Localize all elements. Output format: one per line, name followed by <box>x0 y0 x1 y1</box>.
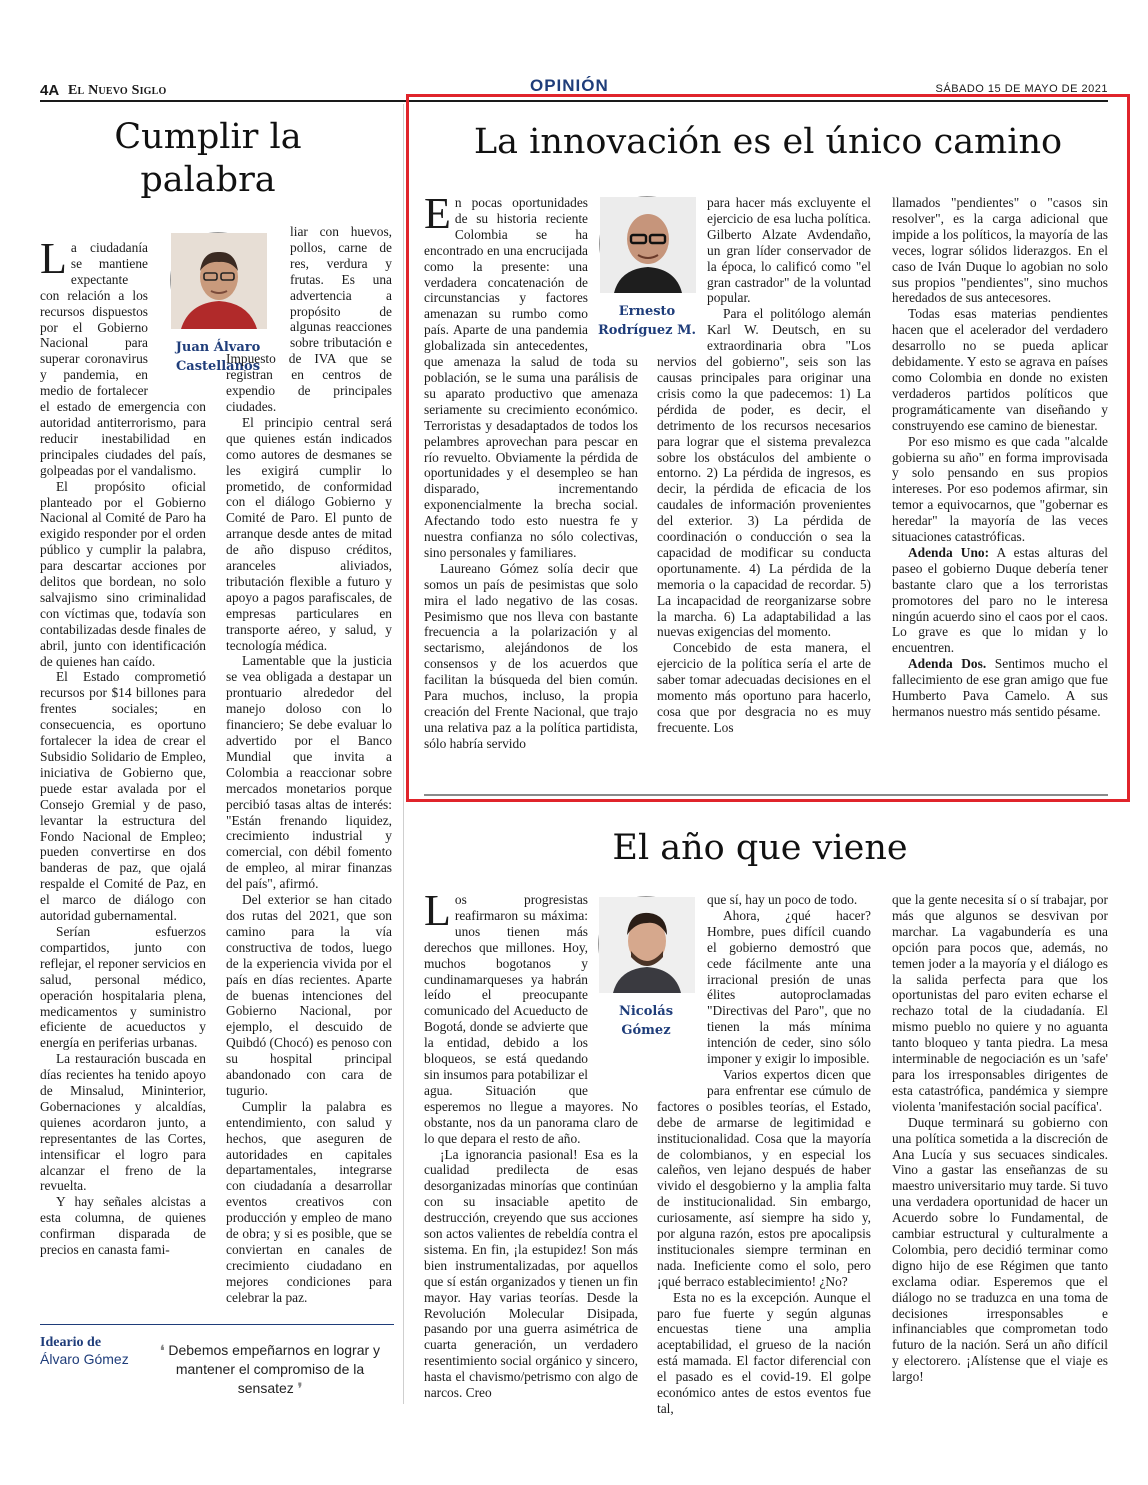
article-paragraph: Cumplir la palabra es entendimiento, con salud y hechos, que aseguren de autoridades en capitales departamentales, integrarse con ciudadanía a desarrollar eventos creativos con producción y empleo de mano de obra; y si es posible, que se conviertan en canales de crecimiento ciudadano en mejores condiciones para celebrar la paz. <box>226 1098 392 1305</box>
article-paragraph: El Estado comprometió recursos por $14 billones para frentes sociales; en consecuencia, es oportuno fortalecer la idea de crear el Subsidio Solidario de Empleo, iniciativa de Gobierno que, puede estar avalada por el Consejo Gremial y de paso, levantar la estructura del Fondo Nacional de Empleo; pueden convertirse en dos banderas de paz, que ojalá respalde el Comité de Paz, en el marco de diálogo con autoridad gubernamental. <box>40 669 206 924</box>
article-paragraph: Del exterior se han citado dos rutas del 2021, que son camino para la vía constructiva de todos, luego de la experiencia vivida por el país en días recientes. Aparte de buenas intenciones del Gobierno Nacional, por ejemplo, el descuido de Quibdó (Chocó) es penoso con su hospital principal abandonado con cara de tugurio. <box>226 892 392 1098</box>
article-paragraph: En pocas oportunidades de su historia reciente Colombia se ha encontrado en una encrucijada como la presente: una verdadera concatenación de circunstancias y factores amenazan su rumbo como país. Aparte de una pandemia globalizada sin antecedentes, que amenaza la salud de toda su población, se le suma una parálisis de su aparato productivo que amenaza seriamente su crecimiento económico. Terroristas y desadaptados de todos los pelambres aprovechan para pescar en río revuelto. Obviamente la pérdida de oportunidades y el desempleo se han disparado, incrementando exponencialmente la brecha social. Afectando todo esto nuestra fe y nuestra confianza no sólo colectivas, sino personales y familiares. <box>424 189 638 560</box>
open-quote-icon: ❛ <box>159 1342 165 1358</box>
author-last-name: Gómez <box>621 1023 671 1038</box>
article3-column-2 <box>657 892 871 1416</box>
article3-column-3 <box>892 892 1108 1407</box>
drop-cap: L <box>424 886 451 935</box>
issue-date: SÁBADO 15 DE MAYO DE 2021 <box>935 83 1108 95</box>
article-paragraph: La ciudadanía se mantiene expectante con relación a los recursos dispuestos por el Gobierno Nacional para superar coronavirus y pandemia, en medio de fortalecer el estado de emergencia con autoridad antiterrorismo, para reducir inestabilidad en principales ciudades del país, golpeadas por el vandalismo. <box>40 234 206 478</box>
article-paragraph: Para el politólogo alemán Karl W. Deutsch, en su extraordinaria obra "Los nervios del gobierno", seis son las causas principales para originar una crisis como la que padecemos: 1) La pérdida de poder, es decir, el detrimento de los recursos necesarios para lograr que el sistema prevalezca sobre los obstáculos del ambiente o entorno. 2) La pérdida de ingresos, es decir, la pérdida de eficacia de los caudales de información provenientes del exterior. 3) La pérdida de coordinación o conducción o sea la capacidad de modificar su conducta oportunamente. 4) La pérdida de la memoria o la capacidad de recordar. 5) La incapacidad de reorganizarse sobre la marcha. 6) La adaptabilidad a las nuevas exigencias del momento. <box>657 306 871 640</box>
newspaper-name: El Nuevo Siglo <box>68 83 167 98</box>
page-number: 4A <box>40 82 60 99</box>
article-paragraph: liar con huevos, pollos, carne de res, verdura y frutas. Es una advertencia a propósito de algunas reacciones sobre tributación e Impuesto de IVA que se registran en centros de expendio de principales ciudades. <box>226 224 392 414</box>
article-paragraph: Por eso mismo es que cada "alcalde gobierna su año" en forma improvisada y solo pensando en sus propios intereses. Por eso podemos afirmar, sin temor a equivocarnos, que "gobernar es heredar" la mayoría de las veces situaciones catastróficas. <box>892 433 1108 545</box>
article-paragraph: El propósito oficial planteado por el Gobierno Nacional al Comité de Paro ha exigido responder por el orden público y cumplir la palabra, para descartar acciones por delitos que bordean, no solo salvajismo sino criminalidad con víctimas que, todavía son contabilizadas desde finales de abril, junto con identificación de quienes han caído. <box>40 478 206 669</box>
close-quote-icon: ❜ <box>297 1380 303 1396</box>
article-paragraph: La restauración buscada en días recientes ha tenido apoyo de Minsalud, Mininterior, Gobernaciones y alcaldías, quienes acordaron junto, a representantes de las Cortes, intensificar el logro para alcanzar el freno de la revuelta. <box>40 1051 206 1194</box>
article-paragraph: ¡La ignorancia pasional! Esa es la cualidad predilecta de esas desorganizadas minorías que continúan con su insaciable apetito de destrucción, creyendo que sus acciones son actos valientes de rebeldía contra el sistema. En fin, ¡la estupidez! Son más bien instrumentalizadas, por aquellos que sí están organizados y tienen un fin mayor. Hay varias teorías. Desde la Revolución Molecular Disipada, pasando por una guerra asimétrica de cuarta generación, un verdadero resentimiento social orgánico y sincero, hasta el chavismo/petrismo con algo de narcos. Creo <box>424 1146 638 1401</box>
ideario-author: Álvaro Gómez <box>40 1351 129 1367</box>
article-paragraph: que sí, hay un poco de todo. <box>707 892 858 907</box>
article-paragraph: Esta no es la excepción. Aunque el paro fue fuerte y según algunas encuestas tiene una amplia aceptabilidad, el grueso de la nación está mamada. El factor diferencial con el pasado es el covid-19. El golpe económico antes de estos eventos fue tal, <box>657 1289 871 1416</box>
author-last-name: Rodríguez M. <box>598 323 696 338</box>
article1-column-2 <box>226 224 392 1310</box>
section-divider <box>424 794 1108 796</box>
addendum-one: Adenda Uno: A estas alturas del paseo el gobierno Duque debería tener bastante claro que a los terroristas promotores del paro no le interesa ningún acuerdo sino el caos por el caos. Lo grave es que lo midan y lo encuentren. <box>892 544 1108 656</box>
article1-title: Cumplir la palabra <box>114 117 302 200</box>
addendum-two: Adenda Dos. Sentimos mucho el fallecimiento de ese gran amigo que fue Humberto Pava Camelo. A sus hermanos nuestro más sentido pésame. <box>892 656 1108 719</box>
article-paragraph: Laureano Gómez solía decir que somos un país de pesimistas que solo mira el lado negativo de las cosas. Pesimismo que nos lleva con bastante frecuencia a la polarización y al sectarismo, alejándonos de los consensos y de los acuerdos que facilitan la búsqueda del bien común. Para muchos, incluso, la propia creación del Frente Nacional, que trajo una relativa paz a la política partidista, sólo habría servido <box>424 560 638 751</box>
drop-cap: E <box>424 189 451 238</box>
article-paragraph: que la gente necesita sí o sí trabajar, por más que algunos se desvivan por marchar. La vagabundería es una opción para pocos que, además, no temen joder a la mayoría y el diálogo es la salida perfecta para que los oportunistas del paro eviten echarse el rechazo total de la ciudadanía. El mismo pueblo no quiere y no aguanta tanto bloqueo y tanta piedra. La mesa interminable de negociación es un 'safe' para los irresponsables dirigentes de esta catastrófica, pandémica y siempre violenta 'manifestación social pacífica'. <box>892 892 1108 1114</box>
article2-column-2 <box>657 195 871 775</box>
column-separator <box>403 104 404 1404</box>
article-paragraph: Concebido de esta manera, el ejercicio de la política sería el arte de saber tomar adecuadas decisiones en el momento más oportuno para hacerlo, cosa que por desgracia no es muy frecuente. Los <box>657 640 871 735</box>
addendum-label: Adenda Dos. <box>908 656 987 672</box>
article-paragraph: Los progresistas reafirmaron su máxima: unos tienen más derechos que millones. Hoy, muchos bogotanos y cundinamarqueses ya habrán leído el preocupante comunicado del Acueducto de Bogotá, donde se advierte que la entidad, debido a los bloqueos, se está quedando sin insumos para potabilizar el agua. Situación que esperemos no llegue a mayores. No obstante, nos da un panorama claro de lo que depara el resto de año. <box>424 886 638 1146</box>
article-paragraph: El principio central será que quienes están indicados como autores de desmanes se les exigirá cumplir lo prometido, de conformidad con el diálogo Gobierno y Comité de Paro. El punto de arranque desde antes de mitad de año dispuso créditos, aranceles aliviados, tributación flexible a futuro y apoyo a pagos parafiscales, de empresas particulares en transporte aéreo, y salud, y tecnología médica. <box>226 414 392 653</box>
article2-column-1 <box>424 189 638 775</box>
article2-column-3 <box>892 195 1108 775</box>
article3-column-1 <box>424 886 638 1407</box>
article-paragraph: Lamentable que la justicia se vea obligada a destapar un prontuario alrededor del manejo doloso con lo financiero; Se debe evaluar lo advertido por el Banco Mundial que invita a Colombia a reaccionar sobre mercados monetarios porque percibió tasas altas de interés: "Están frenando liquidez, crecimiento industrial y comercial, con débil fomento de empleo, al mirar finanzas del país", afirmó. <box>226 653 392 892</box>
ideario-box <box>40 1335 129 1367</box>
article-paragraph: Y hay señales alcistas a esta columna, de quienes confirman disparada de precios en canasta fami- <box>40 1194 206 1258</box>
author-first-name: Juan Álvaro <box>175 340 261 355</box>
article-paragraph: para hacer más excluyente el ejercicio de esa lucha política. Gilberto Alzate Avdendaño, un gran líder conservador de la época, lo calificó como "el gran castrador" de la voluntad popular. <box>707 195 871 306</box>
section-title: OPINIÓN <box>530 76 609 95</box>
drop-cap: L <box>40 234 67 283</box>
addendum-label: Adenda Uno: <box>908 544 990 560</box>
article3-title: El año que viene <box>612 828 908 868</box>
ideario-divider <box>40 1324 394 1325</box>
author-first-name: Nicolás <box>618 1004 674 1019</box>
article-paragraph: Todas esas materias pendientes hacen que el acelerador del verdadero desarrollo no se pueda aplicar debidamente. Y esto se agrava en países como Colombia en donde no existen verdaderos partidos políticos que programáticamente van diseñando y construyendo ese camino de bienestar. <box>892 306 1108 433</box>
article2-title: La innovación es el único camino <box>473 122 1063 162</box>
ideario-quote: ❛ Debemos empeñarnos en lograr y mantener el compromiso de la sensatez ❜ <box>159 1342 381 1396</box>
author-last-name: Castellanos <box>175 359 261 374</box>
article1-column-1 <box>40 234 206 1310</box>
article-paragraph: Varios expertos dicen que para enfrentar ese cúmulo de factores o posibles teorías, el Estado, debe de armarse de legitimidad e institucionalidad. Cosa que la mayoría de colombianos, y en especial los caleños, ven lejano después de haber vivido el desgobierno y la amplia falta de institucionalidad. Sin embargo, curiosamente, así siempre ha sido y, por alguna razón, estos pre apocalipsis institucionales siempre terminan en nada. Ineficiente como el solo, pero ¡qué berraco establecimiento! ¿No? <box>657 1066 871 1289</box>
ideario-title: Ideario de <box>40 1335 102 1350</box>
article-paragraph: Serían esfuerzos compartidos, junto con reflejar, el reponer servicios en salud, personal médico, operación hospitalaria plena, medicamentos y suministro eficiente de acueductos y energía en periferias urbanas. <box>40 923 206 1051</box>
article-paragraph: llamados "pendientes" o "casos sin resolver", es la carga adicional que impide a los políticos, la mayoría de las veces, lograr sólidos liderazgos. En el caso de Iván Duque lo agobian no solo sus propios "pendientes", sino muchos heredados de sus antecesores. <box>892 195 1108 306</box>
author-first-name: Ernesto <box>618 304 676 319</box>
article-paragraph: Ahora, ¿qué hacer? Hombre, pues difícil cuando el gobierno demostró que cede fácilmente ante una irracional presión de unas élites autoproclamadas "Directivas del Paro", que no tienen la más mínima intención de ceder, sino sólo imponer y exigir lo imposible. <box>707 907 871 1067</box>
article-paragraph: Duque terminará su gobierno con una política sometida a la discreción de Ana Lucía y sus secuaces sindicales. Vino a gastar las enseñanzas de su maestro universitario muy tarde. Si tuvo una verdadera oportunidad de hacer un Acuerdo sobre lo Fundamental, de cambiar estructural y culturalmente a Colombia, pero decidió terminar como digno hijo de ese Régimen que tanto exclama odiar. Esperemos que el diálogo no se traduzca en una toma de decisiones irresponsables e infinanciables que comprometan todo futuro de la nación. Será un año difícil y electorero. ¡Alístense que el viaje es largo! <box>892 1114 1108 1385</box>
